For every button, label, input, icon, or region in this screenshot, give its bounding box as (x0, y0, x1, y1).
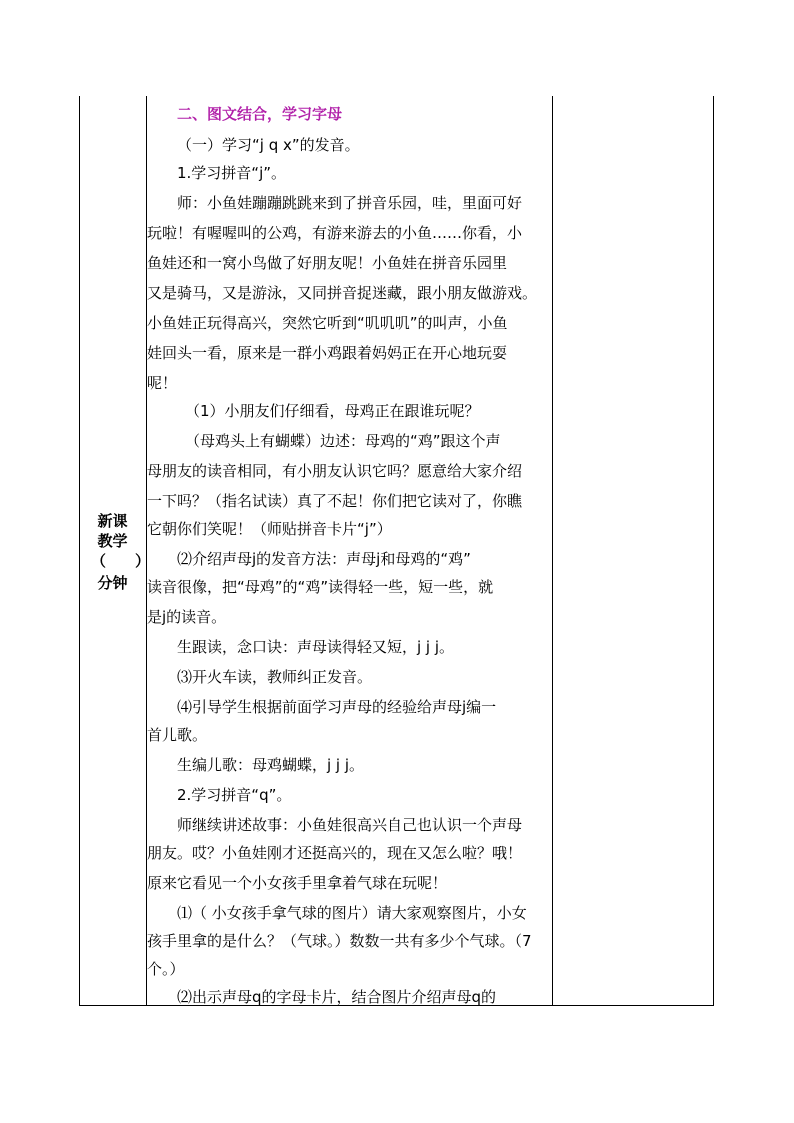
paragraph-line: 生跟读，念口诀：声母读得轻又短，j j j。 (177, 638, 455, 656)
paragraph-line: ⑵介绍声母j的发音方法：声母j和母鸡的“鸡” (177, 550, 471, 568)
section-heading: 二、图文结合，学习字母 (177, 105, 343, 123)
section-label-paren-open: （ (91, 552, 107, 570)
paragraph-line: （母鸡头上有蝴蝶）边述：母鸡的“鸡”跟这个声 (185, 432, 501, 450)
paragraph-line: 又是骑马，又是游泳，又同拼音捉迷藏，跟小朋友做游戏。 (147, 284, 538, 302)
paragraph-line: 小鱼娃正玩得高兴，突然它听到“叽叽叽”的叫声，小鱼 (147, 314, 508, 332)
section-label-line3: 分钟 (97, 574, 128, 592)
paragraph-line: 是j的读音。 (147, 608, 227, 626)
paragraph-line: 师继续讲述故事：小鱼娃很高兴自己也认识一个声母 (177, 816, 523, 834)
paragraph-line: 一下吗？（指名试读）真了不起！你们把它读对了，你瞧 (147, 492, 523, 510)
paragraph-line: 朋友。哎？小鱼娃刚才还挺高兴的，现在又怎么啦？哦！ (147, 844, 523, 862)
paragraph-line: 师：小鱼娃蹦蹦跳跳来到了拼音乐园，哇，里面可好 (177, 194, 523, 212)
paragraph-line: 读音很像，把“母鸡”的“鸡”读得轻一些，短一些，就 (147, 578, 494, 596)
section-label-cell (79, 96, 151, 1006)
item-title: 1.学习拼音“j”。 (177, 164, 287, 182)
question-line: （1）小朋友们仔细看，母鸡正在跟谁玩呢？ (185, 402, 480, 420)
table-border-right (713, 96, 714, 1006)
paragraph-line: 首儿歌。 (147, 726, 208, 744)
paragraph-line: 玩啦！有喔喔叫的公鸡，有游来游去的小鱼……你看，小 (147, 224, 523, 242)
paragraph-line: ⑴（ 小女孩手拿气球的图片）请大家观察图片，小女 (177, 904, 527, 922)
paragraph-line: 母朋友的读音相同，有小朋友认识它吗？愿意给大家介绍 (147, 462, 523, 480)
paragraph-line: 孩手里拿的是什么？（气球。）数数一共有多少个气球。（7 (147, 932, 532, 950)
paragraph-line: 鱼娃还和一窝小鸟做了好朋友呢！小鱼娃在拼音乐园里 (147, 254, 508, 272)
table-divider-notes (552, 96, 553, 1006)
paragraph-line: 它朝你们笑呢！（师贴拼音卡片“j”） (147, 520, 392, 538)
subsection-title: （一）学习“j q x”的发音。 (177, 136, 360, 154)
paragraph-line: 原来它看见一个小女孩手里拿着气球在玩呢！ (147, 874, 448, 892)
paragraph-line: 生编儿歌：母鸡蝴蝶，j j j。 (177, 756, 365, 774)
section-label-line2: 教学 (97, 532, 128, 550)
item-title: 2.学习拼音“q”。 (177, 786, 292, 804)
paragraph-line: ⑵出示声母q的字母卡片，结合图片介绍声母q的 (177, 988, 497, 1006)
paragraph-line: 娃回头一看，原来是一群小鸡跟着妈妈正在开心地玩耍 (147, 344, 508, 362)
section-label-paren-close: ） (135, 552, 151, 570)
section-label-line1: 新课 (97, 512, 128, 530)
paragraph-line: 呢！ (147, 374, 178, 392)
paragraph-line: ⑶开火车读，教师纠正发音。 (177, 668, 373, 686)
paragraph-line: 个。） (147, 960, 185, 978)
paragraph-line: ⑷引导学生根据前面学习声母的经验给声母j编一 (177, 698, 497, 716)
